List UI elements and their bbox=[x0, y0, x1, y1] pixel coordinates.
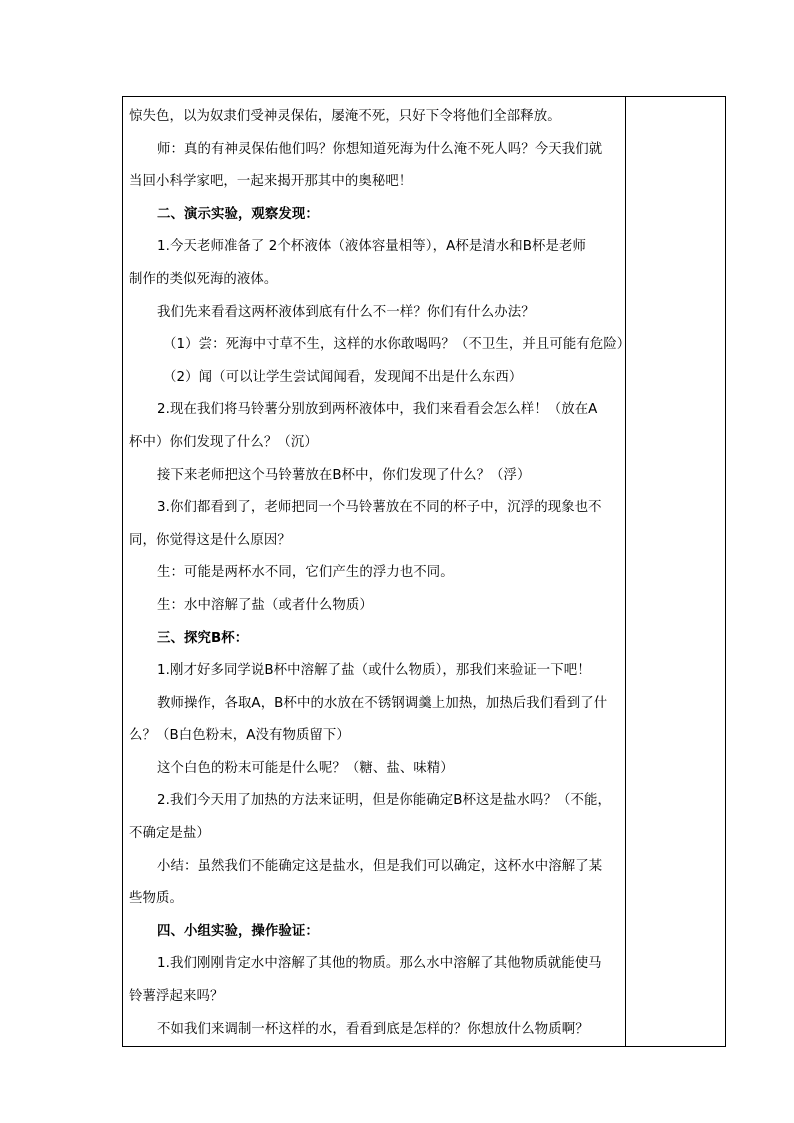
content-body bbox=[123, 97, 631, 1046]
text-line: 当回小科学家吧，一起来揭开那其中的奥秘吧！ bbox=[129, 174, 413, 190]
text-line: 制作的类似死海的液体。 bbox=[129, 271, 278, 287]
lesson-plan-sheet bbox=[122, 96, 725, 1037]
text-line: 1.刚才好多同学说B杯中溶解了盐（或什么物质），那我们来验证一下吧！ bbox=[157, 663, 591, 679]
text-line: 教师操作，各取A，B杯中的水放在不锈钢调羹上加热，加热后我们看到了什 bbox=[157, 695, 608, 711]
section-heading: 四、小组实验，操作验证： bbox=[157, 923, 319, 939]
text-line: 些物质。 bbox=[129, 891, 183, 907]
lesson-table bbox=[122, 96, 726, 1047]
text-line: 3.你们都看到了，老师把同一个马铃薯放在不同的杯子中，沉浮的现象也不 bbox=[157, 500, 602, 516]
text-line: 我们先来看看这两杯液体到底有什么不一样？你们有什么办法？ bbox=[157, 304, 535, 320]
lesson-row bbox=[123, 97, 726, 1047]
text-line: 1.我们刚刚肯定水中溶解了其他的物质。那么水中溶解了其他物质就能使马 bbox=[157, 956, 602, 972]
text-line: 生：可能是两杯水不同，它们产生的浮力也不同。 bbox=[157, 565, 454, 581]
text-line: 生：水中溶解了盐（或者什么物质） bbox=[157, 597, 373, 613]
text-line: 师：真的有神灵保佑他们吗？你想知道死海为什么淹不死人吗？今天我们就 bbox=[157, 141, 603, 157]
text-line: 铃薯浮起来吗？ bbox=[129, 989, 224, 1005]
text-line: 2.现在我们将马铃薯分别放到两杯液体中，我们来看看会怎么样！（放在A bbox=[157, 402, 598, 418]
text-line: 同，你觉得这是什么原因？ bbox=[129, 532, 291, 548]
text-line: 2.我们今天用了加热的方法来证明，但是你能确定B杯这是盐水吗？（不能， bbox=[157, 793, 611, 809]
text-line: 这个白色的粉末可能是什么呢？（糖、盐、味精） bbox=[157, 760, 454, 776]
text-line: 么？（B白色粉末，A没有物质留下） bbox=[129, 728, 350, 744]
text-line: 1.今天老师准备了 2个杯液体（液体容量相等），A杯是清水和B杯是老师 bbox=[157, 239, 587, 255]
section-heading: 三、探究B杯： bbox=[157, 630, 249, 646]
text-line: （2）闻（可以让学生尝试闻闻看，发现闻不出是什么东西） bbox=[163, 369, 523, 385]
text-line: 不确定是盐） bbox=[129, 826, 210, 842]
text-line: （1）尝：死海中寸草不生，这样的水你敢喝吗？（不卫生，并且可能有危险） bbox=[163, 337, 631, 353]
notes-cell bbox=[626, 97, 726, 1047]
section-heading: 二、演示实验，观察发现： bbox=[157, 206, 319, 222]
text-line: 接下来老师把这个马铃薯放在B杯中，你们发现了什么？（浮） bbox=[157, 467, 531, 483]
text-line: 小结：虽然我们不能确定这是盐水，但是我们可以确定，这杯水中溶解了某 bbox=[157, 858, 603, 874]
text-line: 杯中）你们发现了什么？（沉） bbox=[129, 434, 318, 450]
content-cell bbox=[123, 97, 631, 1047]
text-line: 不如我们来调制一杯这样的水，看看到底是怎样的？你想放什么物质啊？ bbox=[157, 1021, 589, 1037]
text-line: 惊失色，以为奴隶们受神灵保佑，屡淹不死，只好下令将他们全部释放。 bbox=[129, 109, 561, 124]
